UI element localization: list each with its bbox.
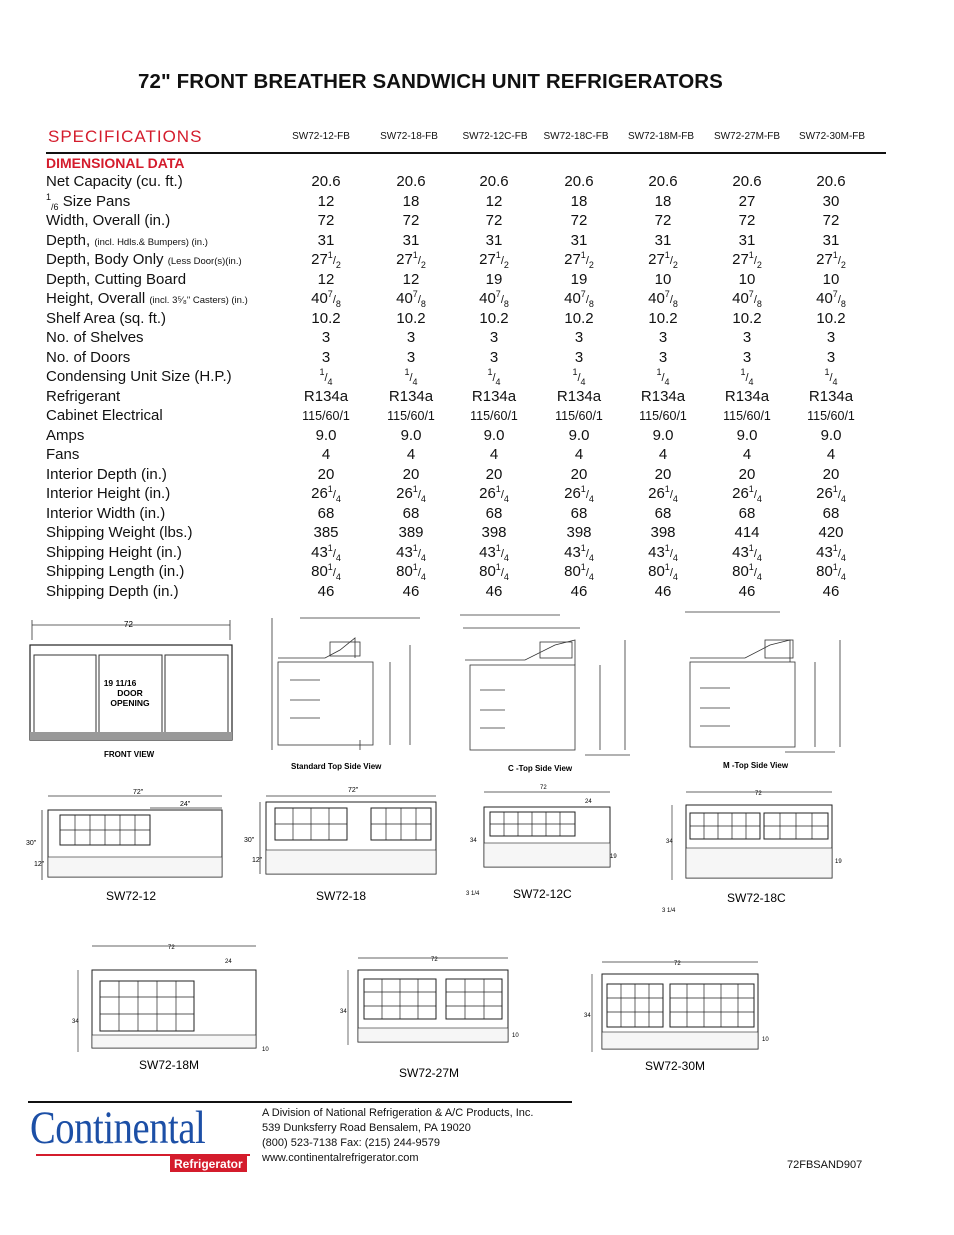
spec-value: 115/60/1 [807,409,855,423]
svg-text:72": 72" [133,789,144,796]
drawings-area [0,600,954,1100]
svg-text:19: 19 [610,854,617,860]
spec-value: R134a [303,387,349,405]
m-side-caption: M -Top Side View [723,761,789,770]
spec-value: 68 [317,504,335,522]
spec-row-label: Cabinet Electrical [46,407,163,424]
spec-value: 10.2 [396,309,426,327]
spec-value: $26^1/_4$ [648,484,678,504]
spec-row-label: Net Capacity (cu. ft.) [46,173,183,190]
spec-value: 31 [738,231,756,249]
svg-text:10: 10 [762,1037,769,1043]
caption-sw72-12: SW72-12 [106,889,157,903]
spec-value: 10.2 [564,309,594,327]
standard-side-caption: Standard Top Side View [291,762,382,771]
svg-text:30": 30" [26,840,37,847]
spec-value: 68 [570,504,588,522]
spec-value: $26^1/_4$ [564,484,594,504]
spec-row-label: No. of Doors [46,348,131,366]
spec-row-label: Interior Height (in.) [46,485,171,502]
svg-text:24": 24" [180,801,191,808]
spec-row-label: Refrigerant [46,387,121,405]
spec-value: 3 [321,329,331,346]
svg-text:3 1/4: 3 1/4 [662,908,676,914]
svg-text:10: 10 [512,1033,519,1039]
svg-text:10: 10 [262,1047,269,1053]
spec-row-label: Depth, (incl. Hdls.& Bumpers) (in.) [46,231,208,249]
spec-value: R134a [388,387,434,405]
spec-value: 31 [402,231,420,249]
spec-value: 398 [481,524,507,541]
spec-value: 3 [742,329,752,346]
header-rule [46,152,886,154]
spec-value: $43^1/_4$ [648,542,678,563]
c-side-caption: C -Top Side View [508,764,573,773]
spec-value: $27^1/_2$ [732,250,762,270]
spec-value: 72 [654,212,672,229]
svg-text:12": 12" [34,861,45,868]
spec-value: 3 [742,348,752,366]
spec-value: $27^1/_2$ [311,250,341,270]
spec-value: 3 [574,348,584,366]
spec-value: 31 [654,231,672,249]
spec-value: 20.6 [816,173,846,190]
spec-value: 3 [406,329,416,346]
spec-value: 3 [489,348,499,366]
spec-value: $80^1/_4$ [816,562,846,582]
spec-value: 46 [485,582,503,600]
spec-value: 3 [826,329,836,346]
spec-value: 10 [738,270,756,288]
top-view-sw72-27m [340,957,519,1045]
spec-value: 31 [822,231,840,249]
spec-value: R134a [471,387,517,405]
standard-side-drawing [272,618,420,750]
svg-text:19 11/16: 19 11/16 [103,678,137,688]
spec-value: $40^7/_8$ [396,289,426,309]
spec-value: 389 [398,524,424,541]
spec-value: 115/60/1 [555,409,603,423]
caption-sw72-27m: SW72-27M [399,1066,460,1080]
spec-value: 3 [658,329,668,346]
spec-value: 31 [570,231,588,249]
spec-value: 68 [822,504,840,522]
spec-value: 385 [313,524,339,541]
spec-value: 9.0 [400,426,422,444]
svg-text:72: 72 [168,945,175,951]
spec-value: R134a [640,387,686,405]
spec-value: 9.0 [568,426,590,444]
spec-value: 20.6 [564,173,594,190]
spec-value: 10.2 [648,309,678,327]
spec-value: 3 [826,348,836,366]
spec-value: 18 [654,192,672,210]
spec-value: $^1/_4$ [824,367,838,387]
spec-value: 4 [321,446,331,463]
svg-text:34: 34 [470,838,477,844]
svg-text:24: 24 [225,959,232,965]
spec-value: $27^1/_2$ [816,250,846,270]
spec-value: 10.2 [479,309,509,327]
spec-value: $26^1/_4$ [816,484,846,504]
spec-value: 20 [654,465,672,483]
spec-value: $26^1/_4$ [479,484,509,504]
model-col-5: SW72-18M-FB [627,131,695,142]
spec-value: $27^1/_2$ [396,250,426,270]
spec-value: 12 [402,270,420,288]
spec-row-label: Shipping Depth (in.) [46,582,179,600]
spec-row-label: Shelf Area (sq. ft.) [46,309,167,327]
spec-value: $43^1/_4$ [311,542,341,563]
spec-value: 68 [654,504,672,522]
spec-value: $27^1/_2$ [564,250,594,270]
svg-text:34: 34 [72,1019,79,1025]
svg-text:24: 24 [585,799,592,805]
spec-value: 20 [822,465,840,483]
top-view-sw72-12 [26,789,222,880]
spec-value: $80^1/_4$ [396,562,426,582]
svg-text:DOOR: DOOR [117,688,143,698]
caption-sw72-18: SW72-18 [316,889,367,903]
spec-value: 20 [317,465,335,483]
svg-text:34: 34 [666,839,673,845]
spec-value: 46 [738,582,756,600]
model-col-6: SW72-27M-FB [713,131,781,142]
brand-logo-badge: Refrigerator [170,1156,247,1172]
spec-value: 4 [826,446,836,463]
spec-value: 10 [822,270,840,288]
spec-value: 12 [317,192,335,210]
c-side-drawing [460,615,630,755]
spec-value: R134a [556,387,602,405]
spec-row-label: Shipping Height (in.) [46,543,182,561]
spec-value: $43^1/_4$ [479,542,509,563]
svg-text:30": 30" [244,837,255,844]
spec-value: $80^1/_4$ [732,562,762,582]
spec-value: 20 [738,465,756,483]
spec-value: $26^1/_4$ [732,484,762,504]
svg-text:72: 72 [755,791,762,797]
spec-value: 19 [570,270,588,288]
spec-value: 12 [485,192,503,210]
spec-value: 115/60/1 [639,409,687,423]
spec-value: 27 [738,192,756,210]
caption-sw72-18m: SW72-18M [139,1058,200,1072]
spec-value: $40^7/_8$ [732,289,762,309]
spec-value: $40^7/_8$ [816,289,846,309]
address-line-1: A Division of National Refrigeration & A/C Products, Inc. [262,1107,534,1119]
spec-value: 72 [317,212,335,229]
spec-value: $^1/_4$ [656,367,670,387]
spec-value: $^1/_4$ [404,367,418,387]
spec-row-label: Depth, Cutting Board [46,270,187,288]
spec-value: 20 [485,465,503,483]
front-view-drawing [30,620,232,740]
spec-value: 31 [317,231,335,249]
spec-value: 9.0 [820,426,842,444]
spec-value: 420 [818,524,844,541]
model-col-3: SW72-12C-FB [462,131,528,142]
model-col-2: SW72-18-FB [380,131,438,142]
spec-value: 20.6 [311,173,341,190]
spec-value: 46 [317,582,335,600]
spec-value: 19 [485,270,503,288]
spec-value: 20.6 [648,173,678,190]
spec-value: 46 [654,582,672,600]
spec-row-label: Fans [46,446,80,463]
spec-value: 72 [485,212,503,229]
spec-value: $43^1/_4$ [816,542,846,563]
document-code: 72FBSAND907 [787,1159,863,1171]
spec-value: 4 [742,446,752,463]
spec-value: 115/60/1 [470,409,518,423]
svg-text:19: 19 [835,859,842,865]
spec-value: 31 [485,231,503,249]
svg-text:72: 72 [431,957,438,963]
spec-value: 68 [485,504,503,522]
spec-value: $27^1/_2$ [648,250,678,270]
phone-fax-line: (800) 523-7138 Fax: (215) 244-9579 [262,1137,440,1149]
spec-value: 20 [570,465,588,483]
spec-row-label: Height, Overall (incl. 3⁵⁄₈" Casters) (in.) [46,290,248,307]
spec-value: $43^1/_4$ [396,542,426,563]
spec-value: 30 [822,192,840,210]
spec-value: $80^1/_4$ [564,562,594,582]
spec-value: 46 [402,582,420,600]
spec-value: 9.0 [652,426,674,444]
spec-value: $^1/_4$ [572,367,586,387]
spec-row-label: Width, Overall (in.) [46,212,171,229]
spec-value: $40^7/_8$ [564,289,594,309]
front-width-label: 72 [124,620,133,629]
spec-value: R134a [724,387,770,405]
specifications-heading: SPECIFICATIONS [48,127,203,146]
spec-value: 9.0 [736,426,758,444]
spec-value: 115/60/1 [723,409,771,423]
spec-value: 9.0 [315,426,337,444]
spec-value: $40^7/_8$ [479,289,509,309]
spec-value: $26^1/_4$ [311,484,341,504]
m-side-drawing [685,612,840,752]
caption-sw72-18c: SW72-18C [727,891,786,905]
svg-text:34: 34 [584,1013,591,1019]
spec-value: $43^1/_4$ [732,542,762,563]
spec-value: 18 [570,192,588,210]
spec-value: 68 [738,504,756,522]
spec-value: 18 [402,192,420,210]
model-col-7: SW72-30M-FB [798,131,866,142]
spec-value: 72 [570,212,588,229]
spec-value: 10 [654,270,672,288]
spec-row-label: Interior Depth (in.) [46,465,167,483]
spec-value: $80^1/_4$ [648,562,678,582]
spec-row-label: Shipping Weight (lbs.) [46,524,193,541]
spec-value: 3 [574,329,584,346]
spec-value: 115/60/1 [302,409,350,423]
spec-value: 414 [734,524,760,541]
spec-value: 20.6 [479,173,509,190]
svg-text:3 1/4: 3 1/4 [466,891,480,897]
spec-value: $^1/_4$ [319,367,333,387]
spec-value: 72 [738,212,756,229]
spec-value: 3 [658,348,668,366]
address-line-2: 539 Dunksferry Road Bensalem, PA 19020 [262,1122,471,1134]
spec-value: $40^7/_8$ [311,289,341,309]
svg-text:72: 72 [540,785,547,791]
spec-value: 115/60/1 [387,409,435,423]
svg-text:OPENING: OPENING [110,698,150,708]
spec-value: $80^1/_4$ [479,562,509,582]
spec-value: 46 [570,582,588,600]
spec-value: 4 [406,446,416,463]
spec-value: $27^1/_2$ [479,250,509,270]
spec-row-label: $^1_{/6}$ Size Pans [46,191,131,212]
spec-value: 12 [317,270,335,288]
svg-text:12": 12" [252,857,263,864]
spec-value: 398 [650,524,676,541]
spec-value: 398 [566,524,592,541]
spec-value: 3 [321,348,331,366]
spec-value: 10.2 [311,309,341,327]
front-view-caption: FRONT VIEW [104,750,155,759]
spec-row-label: Interior Width (in.) [46,504,166,522]
top-view-sw72-30m [584,961,769,1052]
spec-value: 20.6 [732,173,762,190]
model-col-1: SW72-12-FB [292,131,350,142]
spec-value: $^1/_4$ [487,367,501,387]
spec-value: 4 [574,446,584,463]
model-col-4: SW72-18C-FB [543,131,609,142]
spec-value: 68 [402,504,420,522]
svg-text:72: 72 [674,961,681,967]
top-view-sw72-12c [466,785,617,897]
spec-row-label: Amps [46,426,85,444]
spec-value: 3 [406,348,416,366]
spec-value: $^1/_4$ [740,367,754,387]
spec-row-label: Condensing Unit Size (H.P.) [46,368,232,385]
spec-value: 4 [658,446,668,463]
spec-value: R134a [808,387,854,405]
spec-value: 20 [402,465,420,483]
spec-row-label: Shipping Length (in.) [46,563,185,580]
dimensional-data-heading: DIMENSIONAL DATA [46,155,185,171]
caption-sw72-12c: SW72-12C [513,887,572,901]
svg-text:72": 72" [348,787,359,794]
spec-value: 4 [489,446,499,463]
spec-value: 20.6 [396,173,426,190]
spec-value: $43^1/_4$ [564,542,594,563]
page-title: 72" FRONT BREATHER SANDWICH UNIT REFRIGERATORS [138,70,723,93]
caption-sw72-30m: SW72-30M [645,1059,706,1073]
spec-value: 9.0 [483,426,505,444]
spec-value: $40^7/_8$ [648,289,678,309]
spec-value: 72 [822,212,840,229]
spec-row-label: Depth, Body Only (Less Door(s)(in.) [46,251,242,268]
top-view-sw72-18 [244,787,436,874]
svg-text:34: 34 [340,1009,347,1015]
spec-value: 10.2 [816,309,846,327]
brand-logo-word: Continental [30,1102,206,1154]
spec-value: 72 [402,212,420,229]
website-link[interactable]: www.continentalrefrigerator.com [262,1152,419,1164]
spec-value: 3 [489,329,499,346]
spec-row-label: No. of Shelves [46,329,144,346]
spec-value: 46 [822,582,840,600]
spec-value: 10.2 [732,309,762,327]
spec-value: $80^1/_4$ [311,562,341,582]
top-view-sw72-18m [72,945,269,1053]
spec-value: $26^1/_4$ [396,484,426,504]
